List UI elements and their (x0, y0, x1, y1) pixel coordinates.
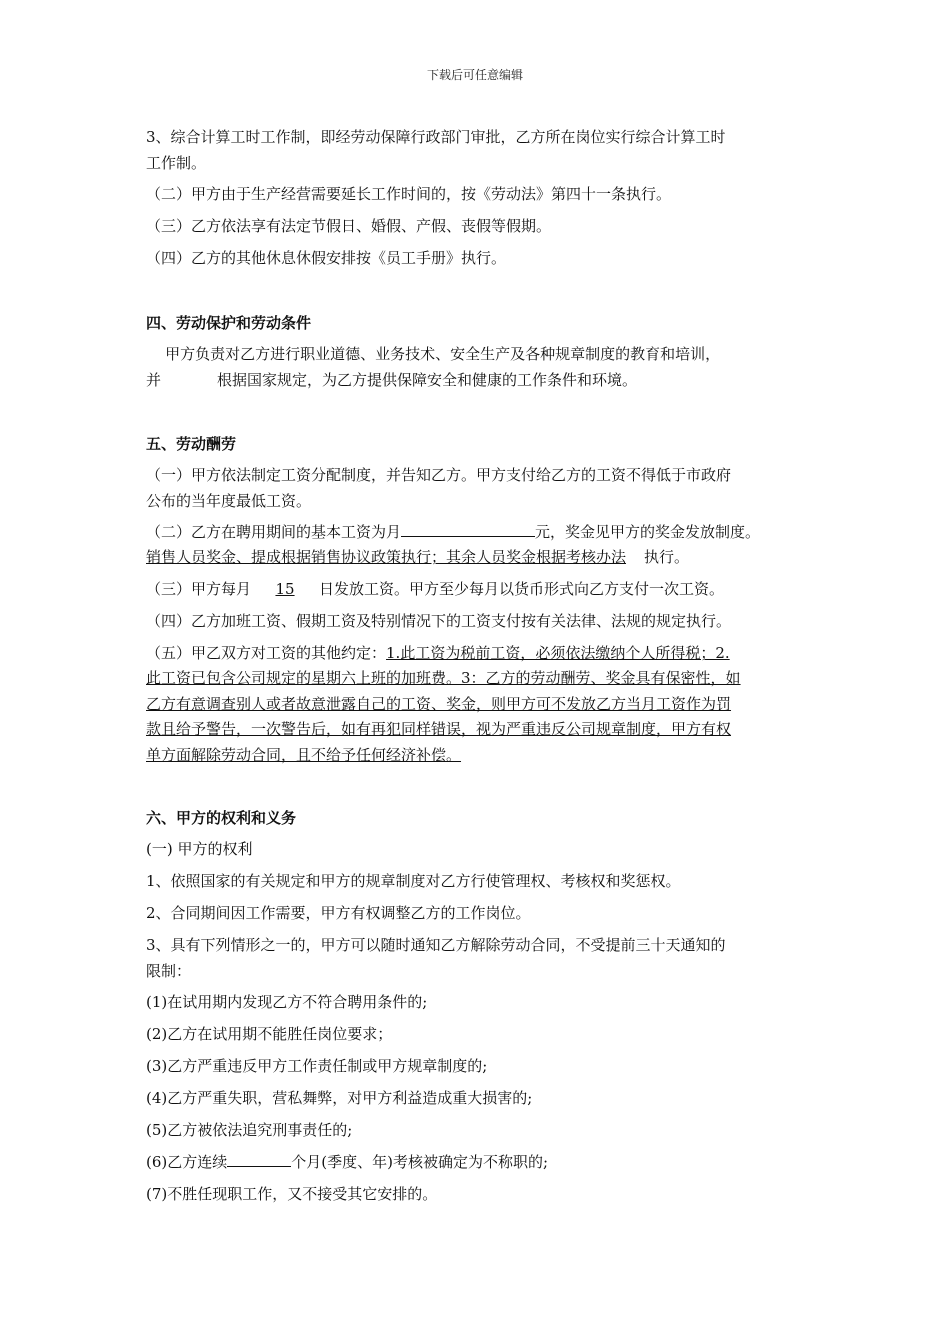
text-line (146, 522, 760, 542)
text-fragment: （三）甲方每月 (146, 580, 252, 598)
text-line: 工作制。 (146, 154, 207, 172)
text-fragment: 并 (146, 371, 162, 389)
text-fragment: 元，奖金见甲方的奖金发放制度。 (535, 523, 761, 541)
text-line: 限制： (146, 962, 192, 980)
text-line (146, 370, 637, 390)
text-line: 3、具有下列情形之一的，甲方可以随时通知乙方解除劳动合同，不受提前三十天通知的 (146, 936, 726, 954)
text-line: 1、依照国家的有关规定和甲方的规章制度对乙方行使管理权、考核权和奖惩权。 (146, 872, 681, 890)
text-fragment: 销售人员奖金、提成根据销售协议政策执行；其余人员奖金根据考核办法 (146, 548, 627, 566)
text-fragment: 1.此工资为税前工资，必须依法缴纳个人所得税；2. (386, 644, 730, 662)
list-item: (5)乙方被依法追究刑事责任的; (146, 1121, 353, 1139)
text-line: 款且给予警告，一次警告后，如有再犯同样错误，视为严重违反公司规章制度，甲方有权 (146, 720, 732, 738)
text-fragment: （五）甲乙双方对工资的其他约定： (146, 644, 387, 662)
text-line: (一) 甲方的权利 (146, 840, 253, 858)
section-heading-5: 五、劳动酬劳 (146, 435, 237, 453)
list-item: (7)不胜任现职工作，又不接受其它安排的。 (146, 1185, 438, 1203)
text-line: 此工资已包含公司规定的星期六上班的加班费。3：乙方的劳动酬劳、奖金具有保密性，如 (146, 669, 741, 687)
text-line: 2、合同期间因工作需要，甲方有权调整乙方的工作岗位。 (146, 904, 531, 922)
text-line: （四）乙方的其他休息休假安排按《员工手册》执行。 (146, 249, 507, 267)
text-fragment: 执行。 (644, 548, 690, 566)
pay-day-field: 15 (275, 580, 295, 598)
page-header-watermark: 下载后可任意编辑 (426, 68, 523, 82)
text-line: 甲方负责对乙方进行职业道德、业务技术、安全生产及各种规章制度的教育和培训， (146, 345, 721, 363)
list-item: (3)乙方严重违反甲方工作责任制或甲方规章制度的; (146, 1057, 488, 1075)
text-fragment: 日发放工资。甲方至少每月以货币形式向乙方支付一次工资。 (319, 580, 725, 598)
list-item (146, 1152, 548, 1172)
text-line: （四）乙方加班工资、假期工资及特别情况下的工资支付按有关法律、法规的规定执行。 (146, 612, 732, 630)
text-fragment: (6)乙方连续 (146, 1153, 228, 1171)
text-line: 公布的当年度最低工资。 (146, 492, 312, 510)
blank-salary-field (401, 522, 535, 537)
text-fragment: 根据国家规定，为乙方提供保障安全和健康的工作条件和环境。 (217, 371, 638, 389)
text-line (146, 643, 730, 663)
text-fragment: 个月(季度、年)考核被确定为不称职的; (291, 1153, 549, 1171)
list-item: (4)乙方严重失职，营私舞弊，对甲方利益造成重大损害的; (146, 1089, 533, 1107)
list-item: (1)在试用期内发现乙方不符合聘用条件的; (146, 993, 428, 1011)
list-item: (2)乙方在试用期不能胜任岗位要求； (146, 1025, 393, 1043)
text-line (146, 547, 689, 567)
text-line: 3、综合计算工时工作制，即经劳动保障行政部门审批，乙方所在岗位实行综合计算工时 (146, 128, 726, 146)
section-heading-6: 六、甲方的权利和义务 (146, 809, 297, 827)
text-line: 乙方有意调查别人或者故意泄露自己的工资、奖金，则甲方可不发放乙方当月工资作为罚 (146, 695, 732, 713)
text-fragment: （二）乙方在聘用期间的基本工资为月 (146, 523, 402, 541)
text-line (146, 579, 724, 599)
text-line: （一）甲方依法制定工资分配制度，并告知乙方。甲方支付给乙方的工资不得低于市政府 (146, 466, 732, 484)
section-heading-4: 四、劳动保护和劳动条件 (146, 314, 312, 332)
blank-months-field (227, 1152, 291, 1167)
text-line: （三）乙方依法享有法定节假日、婚假、产假、丧假等假期。 (146, 217, 552, 235)
text-line: 单方面解除劳动合同，且不给予任何经济补偿。 (146, 746, 462, 764)
text-line: （二）甲方由于生产经营需要延长工作时间的，按《劳动法》第四十一条执行。 (146, 185, 672, 203)
